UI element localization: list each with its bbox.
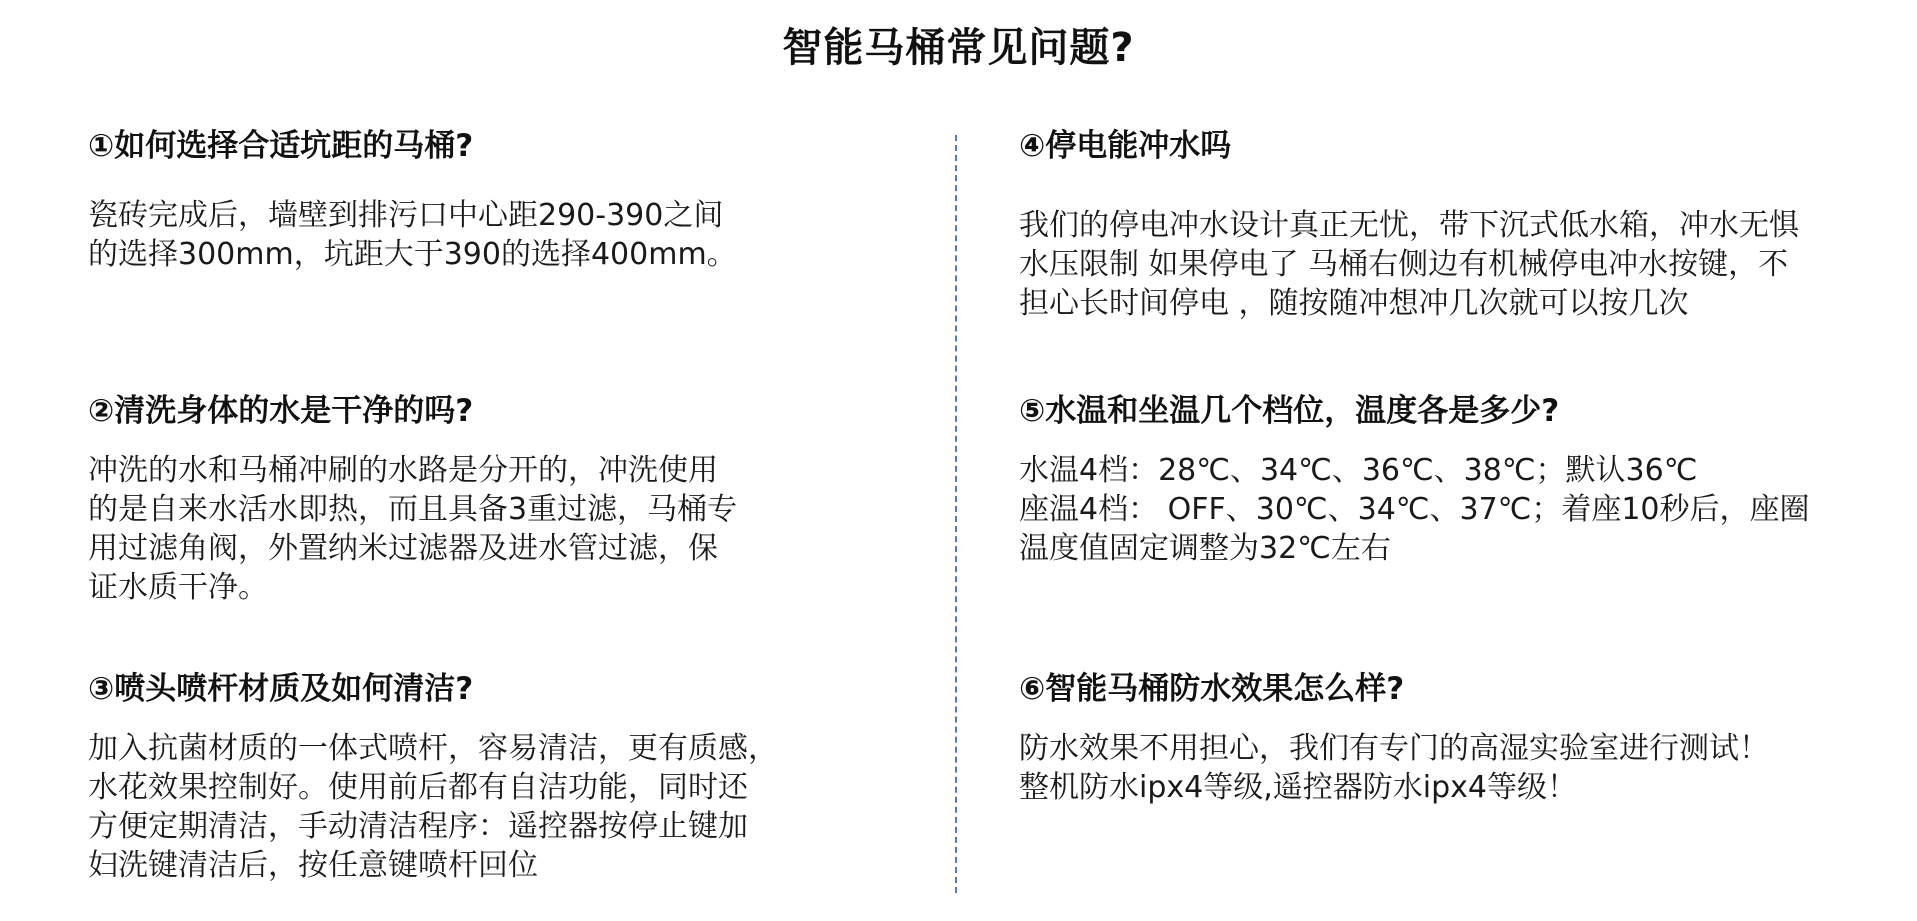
- faq-question: ③喷头喷杆材质及如何清洁?: [88, 671, 474, 707]
- faq-item-waterproof: [1019, 669, 1869, 807]
- faq-item-pit-distance: [88, 126, 848, 274]
- faq-item-power-outage-flush: [1019, 126, 1869, 323]
- faq-answer: 冲洗的水和马桶冲刷的水路是分开的，冲洗使用 的是自来水活水即热，而且具备3重过滤，马桶专 用过滤角阀，外置纳米过滤器及进水管过滤，保 证水质干净。: [88, 453, 738, 605]
- faq-question: ②清洗身体的水是干净的吗?: [88, 393, 474, 429]
- faq-question: ④停电能冲水吗: [1019, 128, 1232, 164]
- faq-item-water-cleanliness: [88, 391, 848, 607]
- faq-question: ①如何选择合适坑距的马桶?: [88, 128, 474, 164]
- faq-answer: 加入抗菌材质的一体式喷杆，容易清洁，更有质感， 水花效果控制好。使用前后都有自洁功能，同时还 方便定期清洁，手动清洁程序：遥控器按停止键加 妇洗键清洁后，按任意键喷杆回位: [88, 731, 778, 883]
- faq-answer: 防水效果不用担心，我们有专门的高湿实验室进行测试！ 整机防水ipx4等级,遥控器防水ipx4等级！: [1019, 731, 1769, 805]
- faq-item-nozzle-cleaning: [88, 669, 848, 885]
- faq-answer: 瓷砖完成后，墙壁到排污口中心距290-390之间 的选择300mm，坑距大于390的选择400mm。: [88, 198, 737, 272]
- faq-question: ⑥智能马桶防水效果怎么样?: [1019, 671, 1405, 707]
- faq-answer: 我们的停电冲水设计真正无忧，带下沉式低水箱，冲水无惧 水压限制 如果停电了 马桶右侧边有机械停电冲水按键，不 担心长时间停电 ，随按随冲想冲几次就可以按几次: [1019, 208, 1799, 321]
- faq-question: ⑤水温和坐温几个档位，温度各是多少?: [1019, 393, 1560, 429]
- page-title: 智能马桶常见问题?: [782, 25, 1135, 71]
- column-divider: [955, 135, 957, 893]
- faq-item-temperature-levels: [1019, 391, 1869, 568]
- faq-answer: 水温4档：28℃、34℃、36℃、38℃；默认36℃ 座温4档： OFF、30℃、34℃、37℃；着座10秒后，座圈 温度值固定调整为32℃左右: [1019, 453, 1810, 566]
